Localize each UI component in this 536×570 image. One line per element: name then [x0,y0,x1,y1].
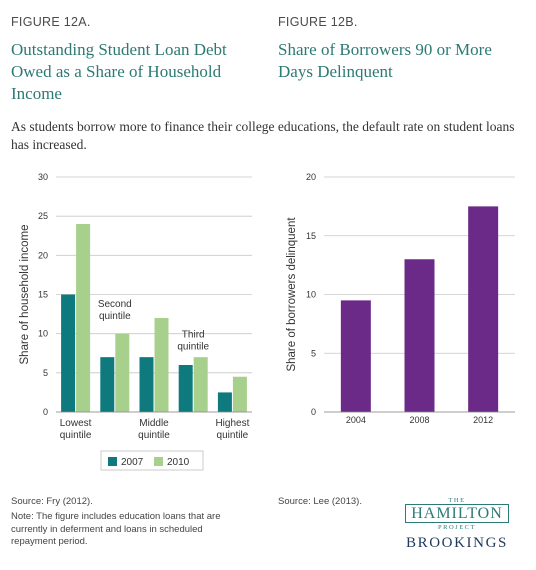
x-tick-label-12b: 2012 [473,415,494,425]
figure-12a-title: Outstanding Student Loan Debt Owed as a Share of Household Income [11,40,227,103]
y-tick-label-12a: 15 [37,289,48,300]
note-12a: Note: The figure includes education loans that are currently in deferment and loans in scheduled repayment period. [11,511,221,547]
x-category-label-12a: quintile [216,430,249,441]
logo-hamilton: HAMILTON [405,504,509,523]
x-category-label-12a: quintile [138,430,170,441]
bar-12b [405,259,435,412]
legend-label-2007: 2007 [121,457,144,468]
bar-12b [341,300,371,412]
x-category-label-12a: quintile [59,430,92,441]
x-category-label-12a: quintile [98,310,131,322]
y-tick-label-12b: 0 [310,407,316,417]
logo-brookings: BROOKINGS [406,535,508,551]
y-tick-label-12b: 15 [305,230,316,241]
y-tick-label-12b: 10 [305,289,316,300]
legend-label-2010: 2010 [167,457,190,468]
y-axis-title-12b: Share of borrowers delinquent [286,217,298,372]
source-12a: Source: Fry (2012). [11,496,93,507]
figure-12b-title: Share of Borrowers 90 or More Days Delinquent [278,40,492,81]
y-tick-label-12a: 25 [37,211,48,222]
logo-the: THE [448,497,466,504]
source-12b: Source: Lee (2013). [278,496,362,507]
figure-12a-label: FIGURE 12A. [11,15,91,29]
x-category-label-12a: Second [97,299,132,311]
y-tick-label-12a: 30 [37,172,48,182]
y-tick-label-12a: 0 [42,407,48,417]
y-tick-label-12a: 10 [37,328,48,339]
bar-12b [468,206,498,412]
x-tick-label-12b: 2008 [409,415,430,425]
x-category-label-12a: Highest [215,418,250,429]
logo-project: PROJECT [438,524,476,531]
x-category-label-12a: Third [181,329,205,341]
y-axis-title-12a: Share of household income [19,224,31,365]
hamilton-brookings-logo [402,497,512,552]
figure-12b-label: FIGURE 12B. [278,15,358,29]
x-category-label-12a: quintile [177,341,210,353]
y-tick-label-12a: 20 [37,250,48,261]
figure-subtitle: As students borrow more to finance their college educations, the default rate on student loans has increased. [11,119,515,152]
y-tick-label-12b: 5 [310,348,316,359]
x-tick-label-12b: 2004 [345,415,366,425]
x-category-label-12a: Lowest [59,418,92,429]
y-tick-label-12b: 20 [305,172,316,182]
y-tick-label-12a: 5 [42,367,48,378]
x-category-label-12a: Middle [139,418,169,429]
